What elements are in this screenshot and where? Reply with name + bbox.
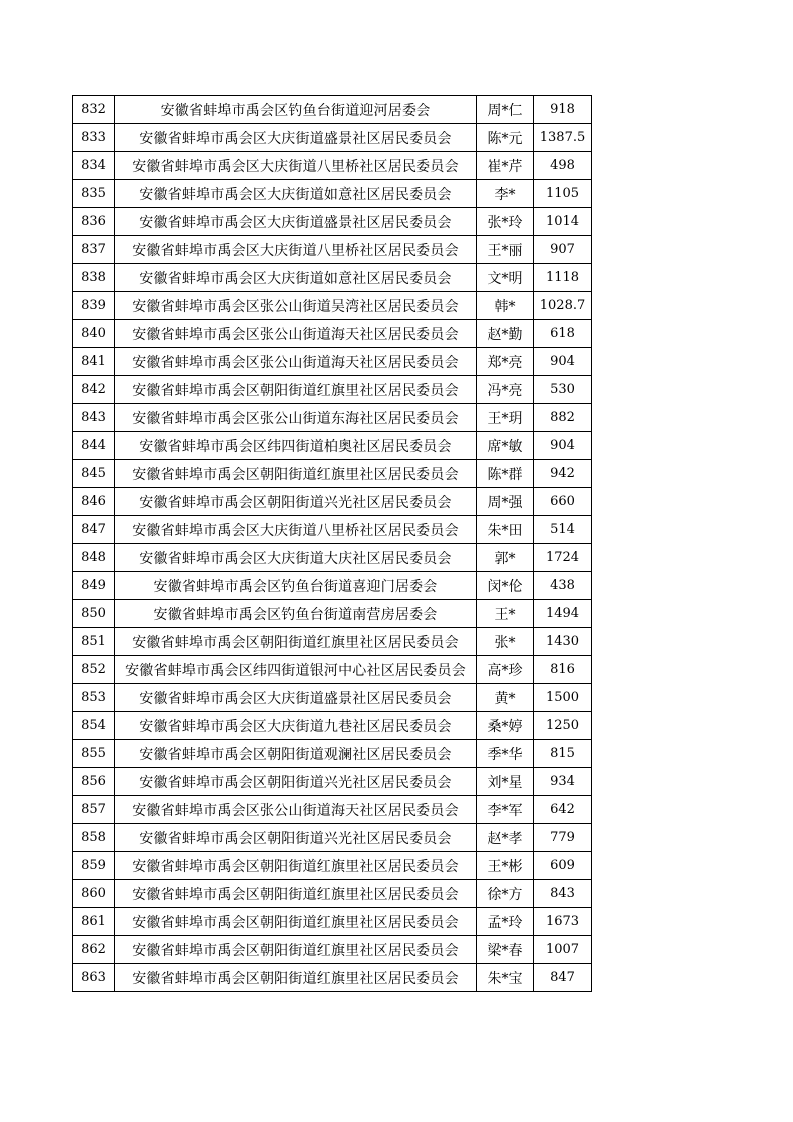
row-number-cell: 861 (73, 908, 115, 936)
row-number-cell: 838 (73, 264, 115, 292)
person-name-cell: 徐*方 (477, 880, 534, 908)
amount-cell: 843 (534, 880, 592, 908)
person-name-cell: 朱*宝 (477, 964, 534, 992)
row-number-cell: 833 (73, 124, 115, 152)
row-number-cell: 836 (73, 208, 115, 236)
table-row (73, 432, 592, 460)
row-number-cell: 849 (73, 572, 115, 600)
person-name-cell: 梁*春 (477, 936, 534, 964)
table-row (73, 908, 592, 936)
table-row (73, 376, 592, 404)
organization-cell: 安徽省蚌埠市禹会区钓鱼台街道迎河居委会 (115, 96, 477, 124)
organization-cell: 安徽省蚌埠市禹会区张公山街道吴湾社区居民委员会 (115, 292, 477, 320)
organization-cell: 安徽省蚌埠市禹会区纬四街道银河中心社区居民委员会 (115, 656, 477, 684)
person-name-cell: 席*敏 (477, 432, 534, 460)
amount-cell: 1007 (534, 936, 592, 964)
row-number-cell: 837 (73, 236, 115, 264)
amount-cell: 1494 (534, 600, 592, 628)
person-name-cell: 文*明 (477, 264, 534, 292)
person-name-cell: 朱*田 (477, 516, 534, 544)
person-name-cell: 孟*玲 (477, 908, 534, 936)
row-number-cell: 860 (73, 880, 115, 908)
row-number-cell: 857 (73, 796, 115, 824)
organization-cell: 安徽省蚌埠市禹会区朝阳街道红旗里社区居民委员会 (115, 908, 477, 936)
amount-cell: 1118 (534, 264, 592, 292)
organization-cell: 安徽省蚌埠市禹会区朝阳街道观澜社区居民委员会 (115, 740, 477, 768)
amount-cell: 904 (534, 348, 592, 376)
row-number-cell: 859 (73, 852, 115, 880)
organization-cell: 安徽省蚌埠市禹会区大庆街道盛景社区居民委员会 (115, 684, 477, 712)
amount-cell: 514 (534, 516, 592, 544)
amount-cell: 660 (534, 488, 592, 516)
person-name-cell: 赵*孝 (477, 824, 534, 852)
row-number-cell: 853 (73, 684, 115, 712)
organization-cell: 安徽省蚌埠市禹会区朝阳街道红旗里社区居民委员会 (115, 964, 477, 992)
table-body (73, 96, 592, 992)
amount-cell: 618 (534, 320, 592, 348)
person-name-cell: 郭* (477, 544, 534, 572)
row-number-cell: 847 (73, 516, 115, 544)
organization-cell: 安徽省蚌埠市禹会区大庆街道八里桥社区居民委员会 (115, 516, 477, 544)
amount-cell: 942 (534, 460, 592, 488)
row-number-cell: 841 (73, 348, 115, 376)
row-number-cell: 834 (73, 152, 115, 180)
table-row (73, 824, 592, 852)
person-name-cell: 季*华 (477, 740, 534, 768)
amount-cell: 1250 (534, 712, 592, 740)
amount-cell: 530 (534, 376, 592, 404)
table-row (73, 572, 592, 600)
person-name-cell: 高*珍 (477, 656, 534, 684)
person-name-cell: 王*丽 (477, 236, 534, 264)
person-name-cell: 李*军 (477, 796, 534, 824)
organization-cell: 安徽省蚌埠市禹会区朝阳街道红旗里社区居民委员会 (115, 880, 477, 908)
table-row (73, 656, 592, 684)
organization-cell: 安徽省蚌埠市禹会区朝阳街道兴光社区居民委员会 (115, 824, 477, 852)
amount-cell: 1724 (534, 544, 592, 572)
row-number-cell: 840 (73, 320, 115, 348)
person-name-cell: 王*彬 (477, 852, 534, 880)
amount-cell: 1500 (534, 684, 592, 712)
organization-cell: 安徽省蚌埠市禹会区钓鱼台街道喜迎门居委会 (115, 572, 477, 600)
table-row (73, 684, 592, 712)
amount-cell: 907 (534, 236, 592, 264)
person-name-cell: 李* (477, 180, 534, 208)
row-number-cell: 856 (73, 768, 115, 796)
table-row (73, 404, 592, 432)
table-row (73, 768, 592, 796)
person-name-cell: 刘*星 (477, 768, 534, 796)
amount-cell: 642 (534, 796, 592, 824)
organization-cell: 安徽省蚌埠市禹会区大庆街道如意社区居民委员会 (115, 264, 477, 292)
table-row (73, 600, 592, 628)
row-number-cell: 835 (73, 180, 115, 208)
amount-cell: 1673 (534, 908, 592, 936)
organization-cell: 安徽省蚌埠市禹会区纬四街道柏奥社区居民委员会 (115, 432, 477, 460)
table-row (73, 152, 592, 180)
amount-cell: 498 (534, 152, 592, 180)
table-row (73, 740, 592, 768)
amount-cell: 918 (534, 96, 592, 124)
row-number-cell: 863 (73, 964, 115, 992)
organization-cell: 安徽省蚌埠市禹会区朝阳街道红旗里社区居民委员会 (115, 628, 477, 656)
organization-cell: 安徽省蚌埠市禹会区大庆街道八里桥社区居民委员会 (115, 236, 477, 264)
organization-cell: 安徽省蚌埠市禹会区大庆街道如意社区居民委员会 (115, 180, 477, 208)
organization-cell: 安徽省蚌埠市禹会区朝阳街道红旗里社区居民委员会 (115, 936, 477, 964)
table-row (73, 208, 592, 236)
table-row (73, 936, 592, 964)
person-name-cell: 陈*元 (477, 124, 534, 152)
row-number-cell: 848 (73, 544, 115, 572)
table-row (73, 320, 592, 348)
organization-cell: 安徽省蚌埠市禹会区大庆街道盛景社区居民委员会 (115, 208, 477, 236)
row-number-cell: 852 (73, 656, 115, 684)
amount-cell: 934 (534, 768, 592, 796)
amount-cell: 1387.5 (534, 124, 592, 152)
person-name-cell: 韩* (477, 292, 534, 320)
organization-cell: 安徽省蚌埠市禹会区大庆街道八里桥社区居民委员会 (115, 152, 477, 180)
amount-cell: 779 (534, 824, 592, 852)
table-row (73, 516, 592, 544)
person-name-cell: 陈*群 (477, 460, 534, 488)
table-row (73, 712, 592, 740)
row-number-cell: 846 (73, 488, 115, 516)
table-row (73, 292, 592, 320)
person-name-cell: 闵*伦 (477, 572, 534, 600)
amount-cell: 438 (534, 572, 592, 600)
organization-cell: 安徽省蚌埠市禹会区朝阳街道兴光社区居民委员会 (115, 768, 477, 796)
organization-cell: 安徽省蚌埠市禹会区朝阳街道兴光社区居民委员会 (115, 488, 477, 516)
row-number-cell: 855 (73, 740, 115, 768)
organization-cell: 安徽省蚌埠市禹会区张公山街道海天社区居民委员会 (115, 348, 477, 376)
table-row (73, 488, 592, 516)
organization-cell: 安徽省蚌埠市禹会区大庆街道盛景社区居民委员会 (115, 124, 477, 152)
person-name-cell: 冯*亮 (477, 376, 534, 404)
row-number-cell: 862 (73, 936, 115, 964)
amount-cell: 1430 (534, 628, 592, 656)
table-row (73, 964, 592, 992)
table-row (73, 124, 592, 152)
row-number-cell: 843 (73, 404, 115, 432)
amount-cell: 609 (534, 852, 592, 880)
person-name-cell: 崔*芹 (477, 152, 534, 180)
amount-cell: 1105 (534, 180, 592, 208)
table-row (73, 96, 592, 124)
table-row (73, 544, 592, 572)
table-row (73, 628, 592, 656)
amount-cell: 815 (534, 740, 592, 768)
row-number-cell: 854 (73, 712, 115, 740)
organization-cell: 安徽省蚌埠市禹会区大庆街道九巷社区居民委员会 (115, 712, 477, 740)
organization-cell: 安徽省蚌埠市禹会区张公山街道海天社区居民委员会 (115, 320, 477, 348)
data-table (72, 95, 592, 992)
person-name-cell: 周*仁 (477, 96, 534, 124)
organization-cell: 安徽省蚌埠市禹会区钓鱼台街道南营房居委会 (115, 600, 477, 628)
table-row (73, 852, 592, 880)
amount-cell: 1028.7 (534, 292, 592, 320)
amount-cell: 847 (534, 964, 592, 992)
table-row (73, 796, 592, 824)
person-name-cell: 郑*亮 (477, 348, 534, 376)
person-name-cell: 赵*勤 (477, 320, 534, 348)
table-row (73, 460, 592, 488)
row-number-cell: 858 (73, 824, 115, 852)
table-row (73, 236, 592, 264)
amount-cell: 882 (534, 404, 592, 432)
person-name-cell: 周*强 (477, 488, 534, 516)
person-name-cell: 王* (477, 600, 534, 628)
row-number-cell: 850 (73, 600, 115, 628)
table-row (73, 880, 592, 908)
amount-cell: 904 (534, 432, 592, 460)
table-row (73, 180, 592, 208)
table-row (73, 348, 592, 376)
row-number-cell: 832 (73, 96, 115, 124)
organization-cell: 安徽省蚌埠市禹会区张公山街道海天社区居民委员会 (115, 796, 477, 824)
organization-cell: 安徽省蚌埠市禹会区朝阳街道红旗里社区居民委员会 (115, 376, 477, 404)
amount-cell: 816 (534, 656, 592, 684)
organization-cell: 安徽省蚌埠市禹会区朝阳街道红旗里社区居民委员会 (115, 852, 477, 880)
row-number-cell: 842 (73, 376, 115, 404)
organization-cell: 安徽省蚌埠市禹会区大庆街道大庆社区居民委员会 (115, 544, 477, 572)
row-number-cell: 851 (73, 628, 115, 656)
person-name-cell: 黄* (477, 684, 534, 712)
amount-cell: 1014 (534, 208, 592, 236)
person-name-cell: 张*玲 (477, 208, 534, 236)
organization-cell: 安徽省蚌埠市禹会区朝阳街道红旗里社区居民委员会 (115, 460, 477, 488)
row-number-cell: 844 (73, 432, 115, 460)
row-number-cell: 845 (73, 460, 115, 488)
organization-cell: 安徽省蚌埠市禹会区张公山街道东海社区居民委员会 (115, 404, 477, 432)
person-name-cell: 桑*婷 (477, 712, 534, 740)
person-name-cell: 王*玥 (477, 404, 534, 432)
person-name-cell: 张* (477, 628, 534, 656)
table-row (73, 264, 592, 292)
row-number-cell: 839 (73, 292, 115, 320)
